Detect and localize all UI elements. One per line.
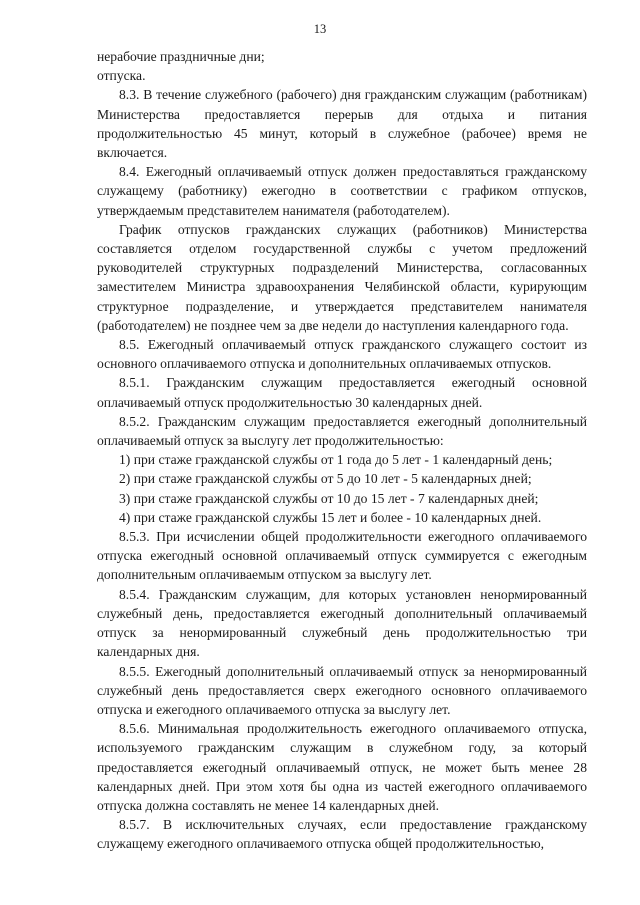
paragraph-8-5-7: 8.5.7. В исключительных случаях, если предоставление гражданскому служащему ежегодного оплачиваемого отпуска общей продолжительностью, — [97, 817, 587, 852]
paragraph-8-5-1: 8.5.1. Гражданским служащим предоставляется ежегодный основной оплачиваемый отпуск продолжительностью 30 календарных дней. — [97, 375, 587, 410]
document-body — [97, 47, 587, 854]
paragraph-non-working-holidays: нерабочие праздничные дни; — [97, 49, 265, 64]
paragraph-8-3: 8.3. В течение служебного (рабочего) дня гражданским служащим (работникам) Министерства предоставляется перерыв для отдыха и питания продолжительностью 45 минут, который в служебное (рабочее) время не включается. — [97, 87, 587, 161]
paragraph-8-4: 8.4. Ежегодный оплачиваемый отпуск должен предоставляться гражданскому служащему (работнику) ежегодно в соответствии с графиком отпусков, утверждаемым представителем нанимателя (работодателем). — [97, 164, 587, 218]
paragraph-8-5-2: 8.5.2. Гражданским служащим предоставляется ежегодный дополнительный оплачиваемый отпуск за выслугу лет продолжительностью: — [97, 413, 587, 449]
list-item-4: 4) при стаже гражданской службы 15 лет и более - 10 календарных дней. — [119, 509, 542, 525]
list-item-3: 3) при стаже гражданской службы от 10 до 15 лет - 7 календарных дней; — [119, 490, 539, 506]
paragraph-8-5-6: 8.5.6. Минимальная продолжительность ежегодного оплачиваемого отпуска, используемого гражданским служащим в служебном году, за который предоставляется ежегодный оплачиваемый отпуск, не может быть менее 28 календарных дней. При этом хотя бы одна из частей ежегодного оплачиваемого отпуска должна составлять не менее 14 календарных дней. — [97, 721, 587, 813]
paragraph-vacations: отпуска. — [97, 68, 146, 84]
paragraph-8-5-5: 8.5.5. Ежегодный дополнительный оплачиваемый отпуск за ненормированный служебный день предоставляется сверх ежегодного основного оплачиваемого отпуска и ежегодного оплачиваемого отпуска за выслугу лет. — [97, 663, 587, 717]
list-item-1: 1) при стаже гражданской службы от 1 года до 5 лет - 1 календарный день; — [119, 452, 553, 468]
paragraph-8-5: 8.5. Ежегодный оплачиваемый отпуск гражданского служащего состоит из основного оплачиваемого отпуска и дополнительных оплачиваемых отпусков. — [97, 337, 587, 372]
paragraph-8-5-4: 8.5.4. Гражданским служащим, для которых установлен ненормированный служебный день, предоставляется ежегодный дополнительный оплачиваемый отпуск за ненормированный служебный день продолжительностью три календарных дня. — [97, 586, 587, 660]
paragraph-vacation-schedule: График отпусков гражданских служащих (работников) Министерства составляется отделом государственной службы с учетом предложений руководителей структурных подразделений Министерства, согласованных заместителем Министра здравоохранения Челябинской области, курирующим структурное подразделение, и утверждается представителем нанимателя (работодателем) не позднее чем за две недели до наступления календарного года. — [97, 221, 587, 333]
list-item-2: 2) при стаже гражданской службы от 5 до 10 лет - 5 календарных дней; — [119, 471, 532, 487]
paragraph-8-5-3: 8.5.3. При исчислении общей продолжительности ежегодного оплачиваемого отпуска ежегодный основной оплачиваемый отпуск суммируется с ежегодным дополнительным оплачиваемым отпуском за выслугу лет. — [97, 529, 587, 583]
page-number: 13 — [313, 22, 327, 36]
